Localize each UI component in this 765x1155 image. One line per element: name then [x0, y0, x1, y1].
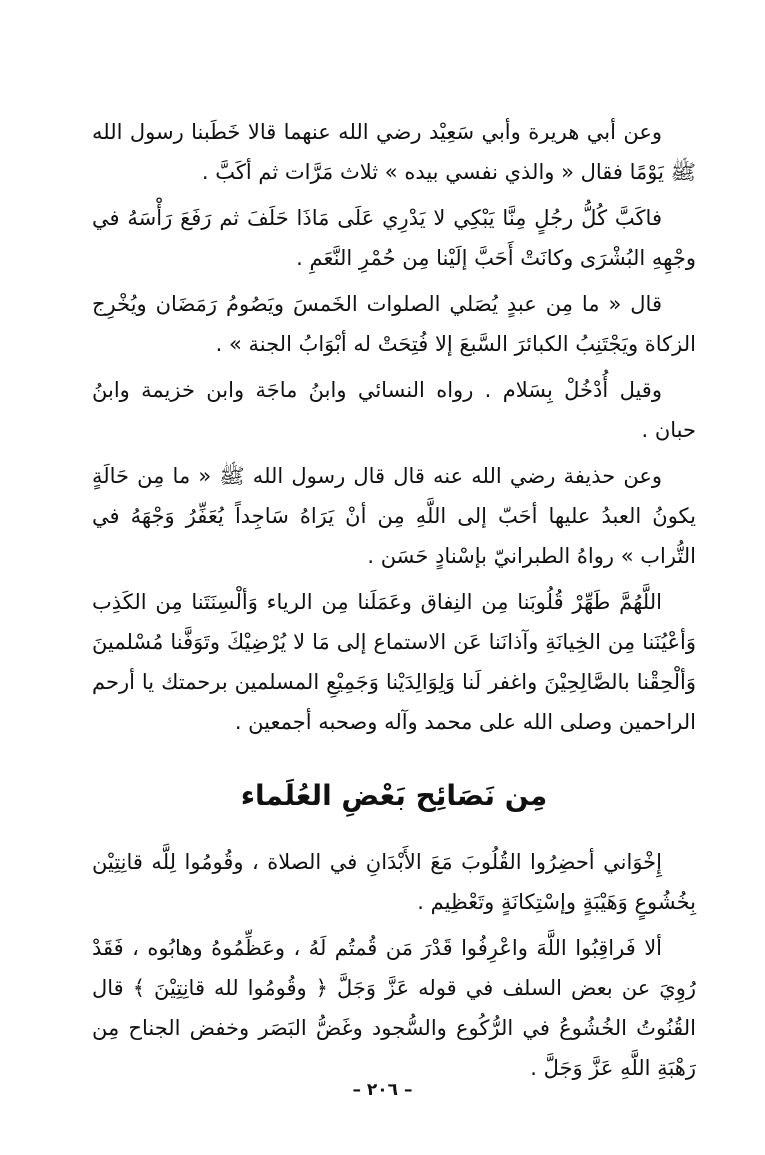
paragraph-weeping: فاكَبَّ كُلُّ رجُلٍ مِنَّا يَبْكِي لا يَدْرِي عَلَى مَاذَا حَلَفَ ثم رَفَعَ رَأْسَهُ في وجْهِهِ البُشْرَى وكانَتْ أَحَبَّ إلَيْنا مِن حُمْرِ النَّعَمِ . [92, 206, 696, 270]
paragraph-qunut: ألا فَراقِبُوا اللَّهَ واعْرِفُوا قَدْرَ مَن قُمتُم لَهُ ، وعَظِّمُوهُ وهابُوه ، فَقَدْ رُوِيَ عن بعض السلف في قوله عَزَّ وَجَلَّ ﴿ وقُومُوا لله قانِتِيْنَ ﴾ قال القُنُوتُ الخُشُوعُ في الرُّكُوع والسُّجود وغَضُّ البَصَر وخفض الجناح مِن رَهْبَةِ اللَّهِ عَزَّ وَجَلَّ . [92, 936, 696, 1080]
paragraph-hudhayfa: وعن حذيفة رضي الله عنه قال قال رسول الله ﷺ « ما مِن حَالَةٍ يكونُ العبدُ عليها أحَبّ إلى اللَّهِ مِن أنْ يَرَاهُ سَاجِداً يُعَفِّرُ وَجْهَهُ في التُّراب » رواهُ الطبرانيّ بإسْنادٍ حَسَن . [92, 464, 696, 568]
paragraph-brothers: إِخْوَاني أحضِرُوا القُلُوبَ مَعَ الأَبْدَانِ في الصلاة ، وقُومُوا لِلَّه قانِتِيْن بِخُشُوعٍ وَهَيْبَةٍ وإسْتِكانَةٍ وتَعْظِيم . [92, 850, 696, 914]
page-body [92, 112, 696, 1102]
paragraph-abu-hurayra: وعن أبي هريرة وأبي سَعِيْد رضي الله عنهما قالا خَطَبنا رسول الله ﷺ يَوْمًا فقال « والذي نفسي بيده » ثلاث مَرَّات ثم أكَبَّ . [92, 120, 696, 184]
page-number: – ٢٠٦ – [352, 1080, 413, 1100]
paragraph-five-prayers: قال « ما مِن عبدٍ يُصَلي الصلوات الخَمسَ ويَصُومُ رَمَضَان ويُخْرِج الزكاة ويَجْتَنِبُ الكبائرَ السَّبعَ إلا فُتِحَتْ له أبْوَابُ الجنة » . [92, 292, 696, 356]
section-heading: مِن نَصَائِح بَعْضِ العُلَماء [240, 779, 548, 812]
paragraph-narration-source: وقيل أُدْخُلْ بِسَلام . رواه النسائي وابنُ ماجَة وابن خزيمة وابنُ حبان . [92, 378, 696, 442]
paragraph-supplication: اللَّهُمَّ طَهِّرْ قُلُوبَنا مِن النِفاق وعَمَلَنا مِن الرياء وَألْسِنَتَنا مِن الكَذِب وَأعْيُنَنا مِن الخِيانَةِ وآذانَنا عَن الاستماع إلى مَا لا يُرْضِيْكَ وتَوَفَّنا مُسْلمينَ وَألْحِقْنا بالصَّالِحِيْنَ واغفر لَنا وَلِوَالِدَيْنا وَجَمِيْعِ المسلمين برحمتك يا أرحم الراحمين وصلى الله على محمد وآله وصحبه أجمعين . [92, 590, 696, 734]
